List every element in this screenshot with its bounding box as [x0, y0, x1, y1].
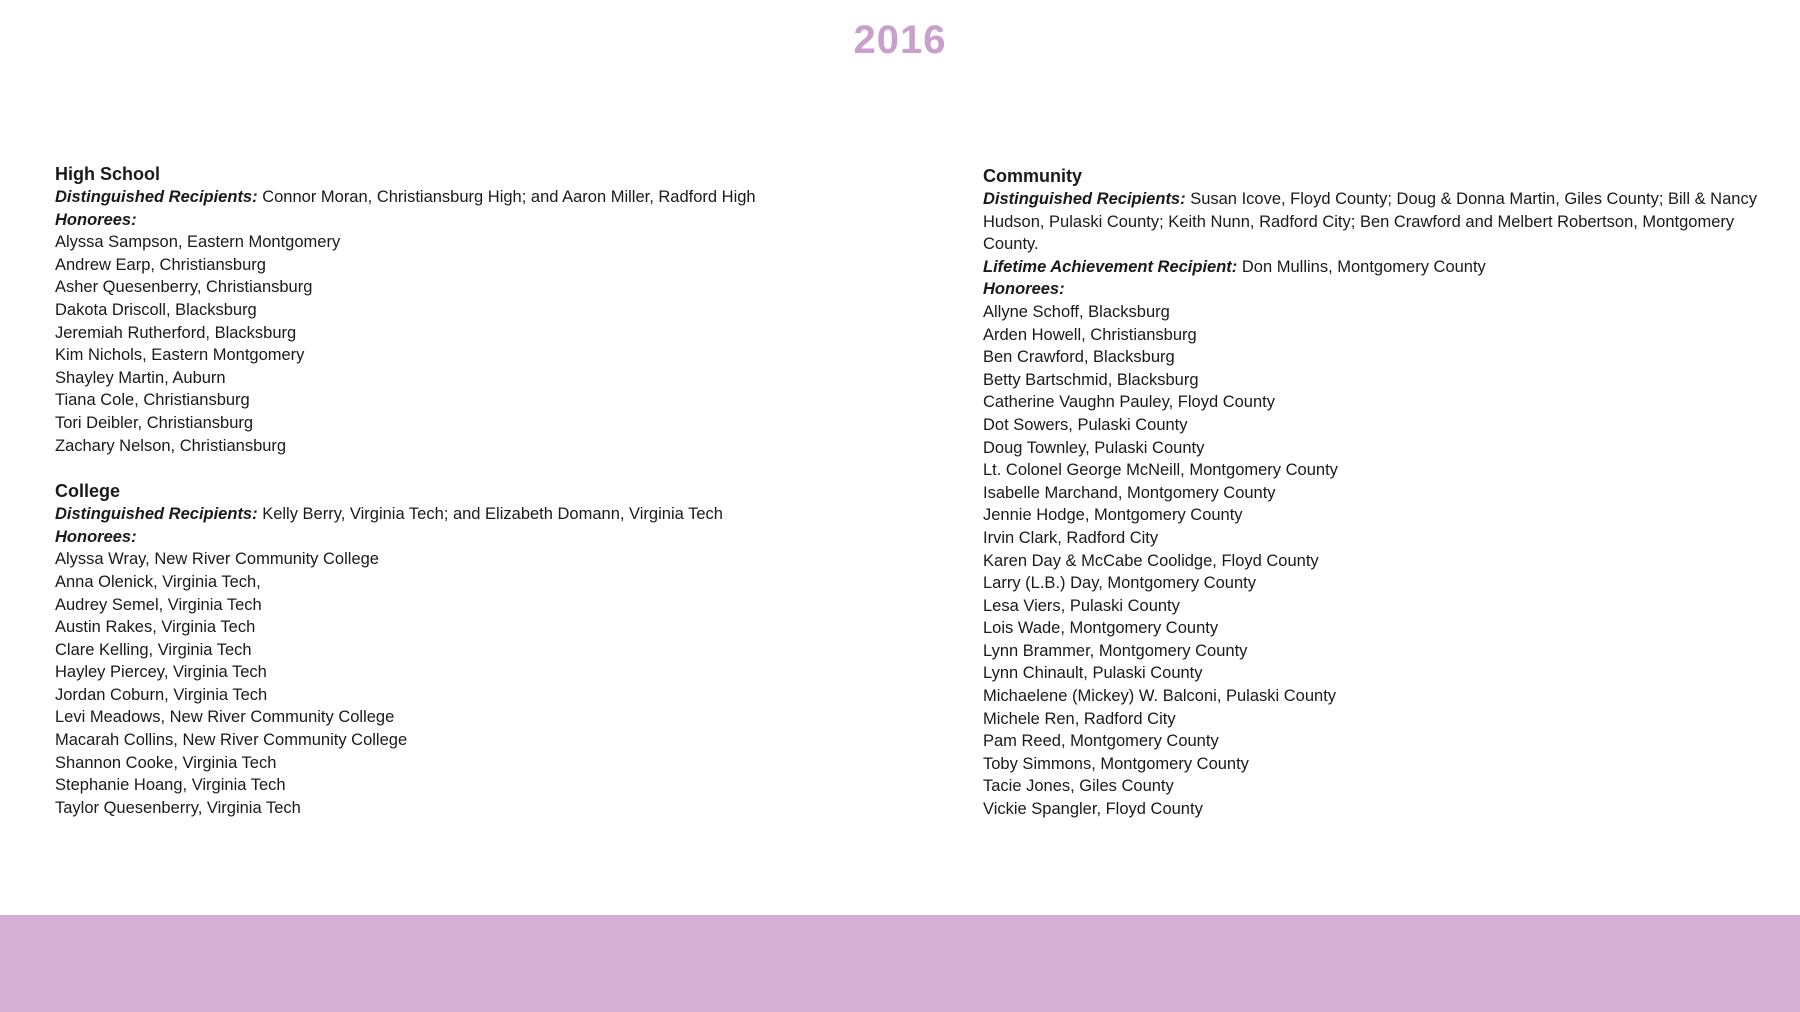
distinguished-label: Distinguished Recipients: — [55, 505, 258, 524]
honoree-item: Jennie Hodge, Montgomery County — [983, 506, 1243, 525]
honoree-item: Ben Crawford, Blacksburg — [983, 348, 1175, 367]
honoree-item: Tacie Jones, Giles County — [983, 777, 1174, 796]
honoree-item: Lois Wade, Montgomery County — [983, 619, 1219, 638]
honoree-item: Hayley Piercey, Virginia Tech — [55, 663, 267, 682]
lifetime-text: Don Mullins, Montgomery County — [1237, 257, 1486, 276]
honoree-item: Levi Meadows, New River Community College — [55, 708, 395, 727]
honoree-item: Shayley Martin, Auburn — [55, 368, 226, 387]
honoree-item: Arden Howell, Christiansburg — [983, 325, 1197, 344]
honoree-item: Anna Olenick, Virginia Tech, — [55, 572, 261, 591]
honoree-item: Dakota Driscoll, Blacksburg — [55, 300, 257, 319]
honoree-item: Larry (L.B.) Day, Montgomery County — [983, 574, 1256, 593]
honoree-item: Doug Townley, Pulaski County — [983, 438, 1205, 457]
honoree-item: Austin Rakes, Virginia Tech — [55, 618, 256, 637]
college-honorees-list — [55, 548, 935, 819]
lifetime-label: Lifetime Achievement Recipient: — [983, 257, 1238, 276]
honoree-item: Lesa Viers, Pulaski County — [983, 596, 1180, 615]
high-school-distinguished — [55, 186, 935, 209]
honoree-item: Clare Kelling, Virginia Tech — [55, 640, 252, 659]
footer-band — [0, 915, 1800, 1012]
left-column — [55, 162, 935, 819]
community-distinguished — [983, 188, 1783, 256]
honoree-item: Michaelene (Mickey) W. Balconi, Pulaski County — [983, 687, 1337, 706]
honoree-item: Michele Ren, Radford City — [983, 709, 1176, 728]
distinguished-text: Susan Icove, Floyd County; Doug & Donna Martin, Giles County; Bill & Nancy Hudson, Pulaski County; Keith Nunn, Radford City; Ben Crawford and Melbert Robertson, Montgomery County. — [983, 190, 1757, 254]
honoree-item: Allyne Schoff, Blacksburg — [983, 302, 1170, 321]
distinguished-text: Connor Moran, Christiansburg High; and Aaron Miller, Radford High — [257, 188, 756, 206]
distinguished-text: Kelly Berry, Virginia Tech; and Elizabeth Domann, Virginia Tech — [257, 505, 723, 524]
honoree-item: Vickie Spangler, Floyd County — [983, 800, 1203, 819]
honoree-item: Lynn Brammer, Montgomery County — [983, 641, 1248, 660]
community-heading: Community — [983, 166, 1082, 186]
honoree-item: Toby Simmons, Montgomery County — [983, 754, 1249, 773]
honoree-item: Pam Reed, Montgomery County — [983, 732, 1219, 751]
honoree-item: Alyssa Sampson, Eastern Montgomery — [55, 233, 341, 252]
page-title: 2016 — [853, 18, 947, 62]
honoree-item: Lt. Colonel George McNeill, Montgomery County — [983, 461, 1338, 480]
honoree-item: Stephanie Hoang, Virginia Tech — [55, 776, 286, 795]
honoree-item: Taylor Quesenberry, Virginia Tech — [55, 798, 301, 817]
honoree-item: Audrey Semel, Virginia Tech — [55, 595, 262, 614]
college-honorees-label: Honorees: — [55, 527, 137, 546]
honoree-item: Shannon Cooke, Virginia Tech — [55, 753, 277, 772]
honoree-item: Jordan Coburn, Virginia Tech — [55, 685, 268, 704]
community-lifetime — [983, 256, 1783, 279]
high-school-honorees-label: Honorees: — [55, 210, 137, 229]
honoree-item: Karen Day & McCabe Coolidge, Floyd County — [983, 551, 1319, 570]
right-column — [983, 164, 1783, 821]
college-distinguished — [55, 503, 935, 526]
honoree-item: Zachary Nelson, Christiansburg — [55, 436, 287, 455]
honoree-item: Jeremiah Rutherford, Blacksburg — [55, 323, 297, 342]
community-honorees-list — [983, 301, 1783, 821]
honoree-item: Kim Nichols, Eastern Montgomery — [55, 346, 305, 365]
honoree-item: Dot Sowers, Pulaski County — [983, 415, 1188, 434]
honoree-item: Tori Deibler, Christiansburg — [55, 413, 254, 432]
high-school-heading: High School — [55, 164, 160, 184]
honoree-item: Irvin Clark, Radford City — [983, 528, 1159, 547]
honoree-item: Isabelle Marchand, Montgomery County — [983, 483, 1276, 502]
distinguished-label: Distinguished Recipients: — [983, 190, 1186, 208]
college-heading: College — [55, 481, 121, 502]
honoree-item: Betty Bartschmid, Blacksburg — [983, 370, 1199, 389]
community-honorees-label: Honorees: — [983, 280, 1065, 299]
honoree-item: Alyssa Wray, New River Community College — [55, 550, 379, 569]
honoree-item: Tiana Cole, Christiansburg — [55, 391, 250, 410]
honoree-item: Catherine Vaughn Pauley, Floyd County — [983, 393, 1275, 412]
honoree-item: Lynn Chinault, Pulaski County — [983, 664, 1203, 683]
honoree-item: Andrew Earp, Christiansburg — [55, 255, 266, 274]
distinguished-label: Distinguished Recipients: — [55, 188, 258, 206]
honoree-item: Macarah Collins, New River Community College — [55, 731, 408, 750]
honoree-item: Asher Quesenberry, Christiansburg — [55, 278, 313, 297]
high-school-honorees-list — [55, 231, 935, 457]
